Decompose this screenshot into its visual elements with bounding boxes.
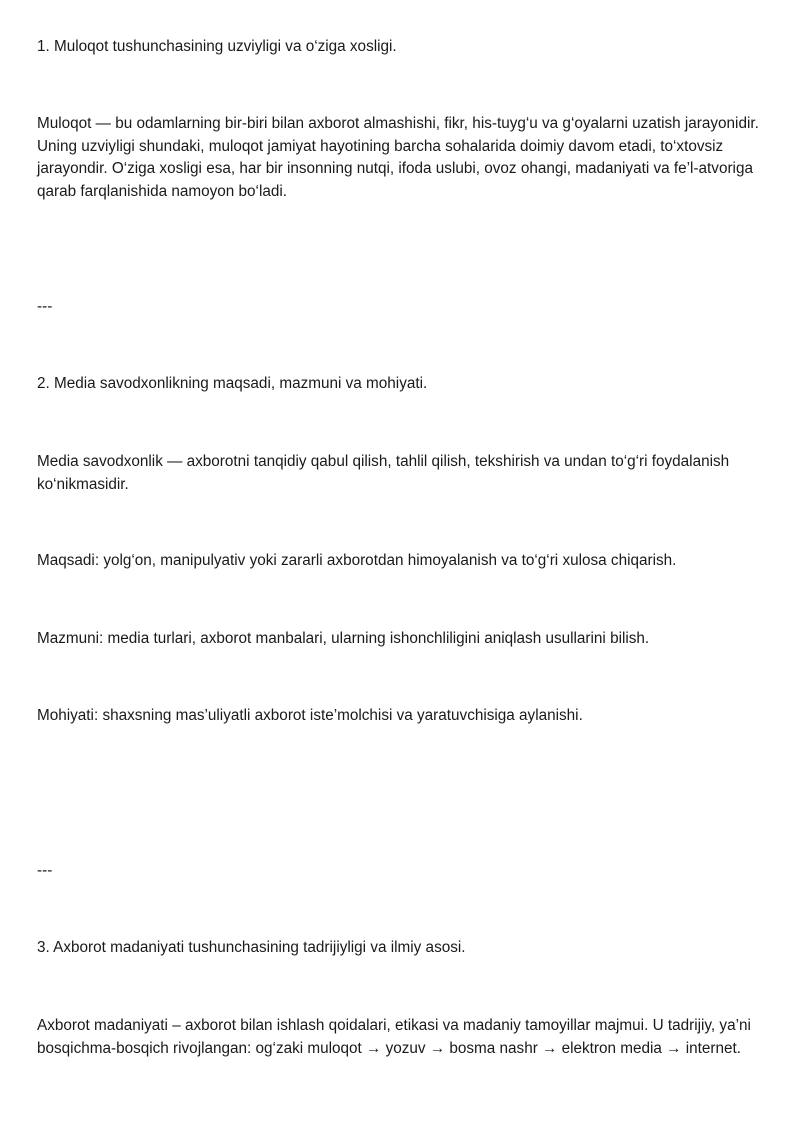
- section-3-heading: 3. Axborot madaniyati tushunchasining tadrijiyligi va ilmiy asosi.: [37, 939, 466, 956]
- separator: ---: [37, 862, 53, 879]
- section-3-body: Axborot madaniyati – axborot bilan ishlash qoidalari, etikasi va madaniy tamoyillar majmui. U tadrijiy, ya’ni bosqichma-bosqich rivojlangan: og‘zaki muloqot → yozuv → bosma nashr → elektron media → internet.: [37, 1017, 751, 1057]
- section-1-body: Muloqot — bu odamlarning bir-biri bilan axborot almashishi, fikr, his-tuyg‘u va g‘oyalarni uzatish jarayonidir. Uning uzviyligi shundaki, muloqot jamiyat hayotining barcha sohalarida doimiy davom etadi, to‘xtovsiz jarayondir. O‘ziga xosligi esa, har bir insonning nutqi, ifoda uslubi, ovoz ohangi, madaniyati va fe’l-atvoriga qarab farqlanishida namoyon bo‘ladi.: [37, 115, 759, 200]
- section-2-mohiyati: Mohiyati: shaxsning mas’uliyatli axborot iste’molchisi va yaratuvchisiga aylanishi.: [37, 707, 583, 724]
- section-2-mazmuni: Mazmuni: media turlari, axborot manbalari, ularning ishonchliligini aniqlash usullarini bilish.: [37, 630, 650, 647]
- section-2-definition: Media savodxonlik — axborotni tanqidiy qabul qilish, tahlil qilish, tekshirish va undan to‘g‘ri foydalanish ko‘nikmasidir.: [37, 453, 730, 493]
- section-2-heading: 2. Media savodxonlikning maqsadi, mazmuni va mohiyati.: [37, 375, 428, 392]
- section-1-heading: 1. Muloqot tushunchasining uzviyligi va o‘ziga xosligi.: [37, 38, 397, 55]
- section-2-maqsadi: Maqsadi: yolg‘on, manipulyativ yoki zararli axborotdan himoyalanish va to‘g‘ri xulosa chiqarish.: [37, 552, 677, 569]
- separator: ---: [37, 298, 53, 315]
